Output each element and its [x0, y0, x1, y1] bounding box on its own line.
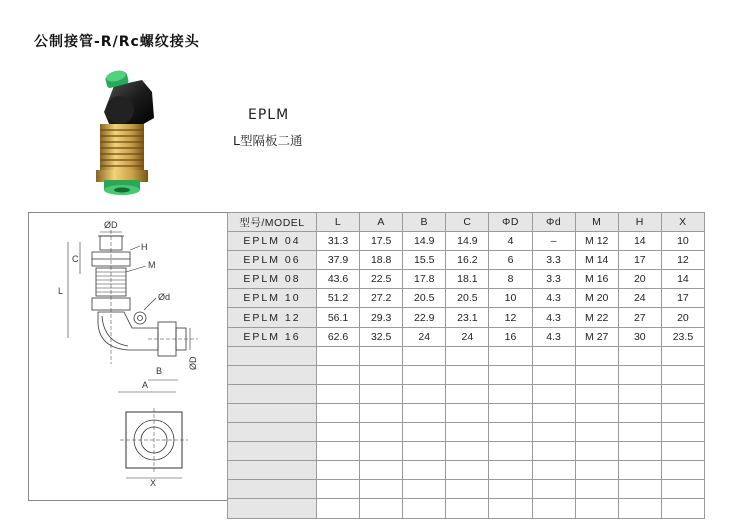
dim-x: X [150, 478, 157, 488]
empty-cell [575, 346, 618, 365]
empty-cell [489, 499, 532, 518]
empty-cell [575, 480, 618, 499]
col-header: B [403, 213, 446, 232]
empty-cell [661, 480, 704, 499]
value-cell: M 20 [575, 289, 618, 308]
value-cell: 17 [661, 289, 704, 308]
empty-cell [360, 403, 403, 422]
value-cell: 23.1 [446, 308, 489, 327]
empty-cell [532, 365, 575, 384]
empty-cell [532, 384, 575, 403]
empty-cell [532, 442, 575, 461]
model-cell: EPLM 04 [228, 232, 317, 251]
empty-cell [532, 423, 575, 442]
value-cell: – [532, 232, 575, 251]
empty-cell [360, 461, 403, 480]
value-cell: M 27 [575, 327, 618, 346]
value-cell: 18.1 [446, 270, 489, 289]
empty-cell [360, 423, 403, 442]
empty-cell [661, 461, 704, 480]
empty-cell [532, 461, 575, 480]
value-cell: 4.3 [532, 327, 575, 346]
empty-cell [228, 423, 317, 442]
empty-cell [360, 384, 403, 403]
empty-cell [317, 403, 360, 422]
empty-table-row [228, 480, 705, 499]
empty-cell [360, 499, 403, 518]
technical-drawing [28, 212, 226, 501]
col-header: ΦD [489, 213, 532, 232]
value-cell: 27.2 [360, 289, 403, 308]
empty-cell [489, 384, 532, 403]
dim-m: M [148, 260, 156, 270]
dim-b: B [156, 366, 163, 376]
empty-cell [532, 403, 575, 422]
empty-cell [489, 423, 532, 442]
empty-cell [489, 442, 532, 461]
table-header-row [228, 213, 705, 232]
empty-cell [446, 403, 489, 422]
value-cell: 20.5 [403, 289, 446, 308]
empty-cell [446, 365, 489, 384]
dim-od-small: Ød [158, 292, 171, 302]
model-code: EPLM [248, 107, 290, 123]
value-cell: 14 [661, 270, 704, 289]
empty-cell [489, 346, 532, 365]
empty-cell [532, 499, 575, 518]
value-cell: 10 [661, 232, 704, 251]
empty-cell [228, 461, 317, 480]
value-cell: 4 [489, 232, 532, 251]
empty-cell [317, 384, 360, 403]
empty-cell [446, 461, 489, 480]
empty-cell [403, 499, 446, 518]
empty-cell [317, 480, 360, 499]
empty-cell [403, 480, 446, 499]
model-cell: EPLM 16 [228, 327, 317, 346]
empty-cell [489, 480, 532, 499]
value-cell: 3.3 [532, 270, 575, 289]
table-row [228, 251, 705, 270]
value-cell: 37.9 [317, 251, 360, 270]
empty-cell [489, 403, 532, 422]
value-cell: 4.3 [532, 289, 575, 308]
empty-table-row [228, 442, 705, 461]
empty-cell [532, 480, 575, 499]
value-cell: 14.9 [403, 232, 446, 251]
empty-cell [618, 461, 661, 480]
empty-table-row [228, 423, 705, 442]
value-cell: 20 [618, 270, 661, 289]
empty-cell [403, 346, 446, 365]
empty-cell [661, 423, 704, 442]
empty-cell [575, 442, 618, 461]
dim-od-side: ØD [188, 356, 198, 370]
model-cell: EPLM 06 [228, 251, 317, 270]
value-cell: M 14 [575, 251, 618, 270]
value-cell: 15.5 [403, 251, 446, 270]
empty-cell [228, 384, 317, 403]
empty-cell [446, 384, 489, 403]
empty-cell [317, 442, 360, 461]
value-cell: 20 [661, 308, 704, 327]
value-cell: 17.8 [403, 270, 446, 289]
value-cell: 16 [489, 327, 532, 346]
empty-cell [446, 480, 489, 499]
value-cell: 3.3 [532, 251, 575, 270]
col-header: A [360, 213, 403, 232]
value-cell: 56.1 [317, 308, 360, 327]
empty-cell [360, 346, 403, 365]
value-cell: 20.5 [446, 289, 489, 308]
empty-table-row [228, 403, 705, 422]
empty-cell [228, 365, 317, 384]
empty-table-row [228, 384, 705, 403]
empty-cell [661, 403, 704, 422]
empty-cell [618, 423, 661, 442]
value-cell: 30 [618, 327, 661, 346]
value-cell: 12 [489, 308, 532, 327]
empty-cell [661, 384, 704, 403]
dim-c: C [72, 254, 79, 264]
empty-cell [317, 346, 360, 365]
empty-cell [403, 403, 446, 422]
empty-cell [317, 461, 360, 480]
empty-cell [575, 403, 618, 422]
empty-cell [575, 499, 618, 518]
empty-cell [228, 499, 317, 518]
empty-cell [446, 423, 489, 442]
value-cell: 14.9 [446, 232, 489, 251]
empty-cell [618, 403, 661, 422]
model-cell: EPLM 12 [228, 308, 317, 327]
value-cell: 10 [489, 289, 532, 308]
table-row [228, 289, 705, 308]
value-cell: 16.2 [446, 251, 489, 270]
dim-h: H [141, 242, 148, 252]
empty-cell [532, 346, 575, 365]
col-header: C [446, 213, 489, 232]
empty-cell [360, 365, 403, 384]
empty-cell [575, 365, 618, 384]
empty-cell [317, 423, 360, 442]
value-cell: 29.3 [360, 308, 403, 327]
value-cell: 18.8 [360, 251, 403, 270]
empty-cell [446, 346, 489, 365]
empty-cell [360, 480, 403, 499]
spec-table [227, 212, 705, 519]
empty-cell [403, 461, 446, 480]
empty-cell [618, 480, 661, 499]
col-header: 型号/MODEL [228, 213, 317, 232]
empty-table-row [228, 461, 705, 480]
model-cell: EPLM 08 [228, 270, 317, 289]
col-header: M [575, 213, 618, 232]
empty-cell [618, 499, 661, 518]
empty-table-row [228, 365, 705, 384]
empty-cell [403, 442, 446, 461]
value-cell: 22.5 [360, 270, 403, 289]
product-image [80, 66, 170, 196]
table-row [228, 232, 705, 251]
value-cell: M 16 [575, 270, 618, 289]
page-title: 公制接管-R/Rc螺纹接头 [34, 34, 200, 50]
col-header: Φd [532, 213, 575, 232]
model-description: L型隔板二通 [233, 133, 303, 148]
value-cell: 23.5 [661, 327, 704, 346]
value-cell: M 22 [575, 308, 618, 327]
empty-cell [317, 365, 360, 384]
value-cell: 12 [661, 251, 704, 270]
empty-cell [446, 442, 489, 461]
col-header: H [618, 213, 661, 232]
value-cell: 27 [618, 308, 661, 327]
empty-cell [575, 423, 618, 442]
empty-cell [618, 365, 661, 384]
empty-cell [661, 365, 704, 384]
dim-od-top: ØD [104, 220, 118, 230]
value-cell: 17.5 [360, 232, 403, 251]
empty-cell [575, 384, 618, 403]
empty-table-row [228, 499, 705, 518]
value-cell: 31.3 [317, 232, 360, 251]
empty-cell [403, 365, 446, 384]
empty-cell [661, 499, 704, 518]
empty-table-row [228, 346, 705, 365]
table-row [228, 270, 705, 289]
empty-cell [661, 346, 704, 365]
col-header: L [317, 213, 360, 232]
empty-cell [317, 499, 360, 518]
value-cell: M 12 [575, 232, 618, 251]
value-cell: 4.3 [532, 308, 575, 327]
value-cell: 17 [618, 251, 661, 270]
col-header: X [661, 213, 704, 232]
value-cell: 22.9 [403, 308, 446, 327]
empty-cell [618, 346, 661, 365]
empty-cell [228, 480, 317, 499]
empty-cell [575, 461, 618, 480]
empty-cell [403, 384, 446, 403]
value-cell: 14 [618, 232, 661, 251]
value-cell: 6 [489, 251, 532, 270]
empty-cell [228, 403, 317, 422]
value-cell: 24 [403, 327, 446, 346]
dim-l: L [58, 286, 64, 296]
table-row [228, 327, 705, 346]
model-cell: EPLM 10 [228, 289, 317, 308]
dim-a: A [142, 380, 149, 390]
empty-cell [618, 442, 661, 461]
empty-cell [489, 365, 532, 384]
empty-cell [446, 499, 489, 518]
value-cell: 32.5 [360, 327, 403, 346]
table-row [228, 308, 705, 327]
empty-cell [661, 442, 704, 461]
value-cell: 24 [446, 327, 489, 346]
value-cell: 62.6 [317, 327, 360, 346]
empty-cell [228, 442, 317, 461]
value-cell: 8 [489, 270, 532, 289]
value-cell: 24 [618, 289, 661, 308]
empty-cell [403, 423, 446, 442]
value-cell: 51.2 [317, 289, 360, 308]
empty-cell [228, 346, 317, 365]
empty-cell [489, 461, 532, 480]
empty-cell [360, 442, 403, 461]
empty-cell [618, 384, 661, 403]
value-cell: 43.6 [317, 270, 360, 289]
